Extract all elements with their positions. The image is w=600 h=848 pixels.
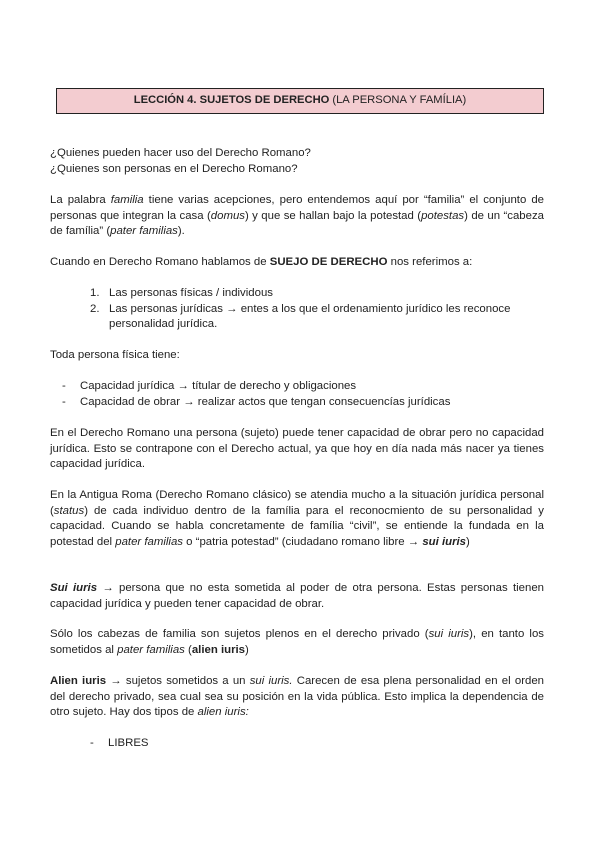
list-item: - Capacidad jurídica → títular de derecho y obligaciones <box>62 380 357 392</box>
paragraph-familia: La palabra familia tiene varias acepciones, pero entendemos aquí por “familia” el conjunto de personas que integran la casa (domus) y que se hallan bajo la potestad (potestas) de un “cabeza de família” (pater familias). <box>50 194 544 237</box>
paragraph-persona-fisica: Toda persona física tiene: <box>50 349 180 361</box>
paragraph-alien-iuris: Alien iuris → sujetos sometidos a un sui iuris. Carecen de esa plena personalidad en el orden del derecho privado, sea cual sea su posición en la vida pública. Esto implica la dependencia de otro sujeto. Hay dos tipos de alien iuris: <box>50 675 544 718</box>
list-item: - LIBRES <box>90 737 149 749</box>
paragraph-capacidad: En el Derecho Romano una persona (sujeto) puede tener capacidad de obrar pero no capacidad jurídica. Esto se contrapone con el Derecho actual, ya que hoy en día nada más nacer ya tienes capacidad jurídica. <box>50 427 544 470</box>
ordered-list <box>90 286 544 333</box>
paragraph-antigua-roma: En la Antigua Roma (Derecho Romano clásico) se atendia mucho a la situación jurídica personal (status) de cada individuo dentro de la família para el reconocmiento de su personalidad y capacidad. Cuando se habla concretamente de família “civil”, se entiende la fundada en la potestad del pater familias o “patria potestad” (ciudadano romano libre → sui iuris) <box>50 489 544 548</box>
bullet-list-libres <box>90 736 572 752</box>
list-item: 1. Las personas físicas / individous <box>90 287 273 299</box>
list-item: 2. Las personas jurídicas → entes a los que el ordenamiento jurídico les reconoce personalidad jurídica. <box>90 302 511 330</box>
paragraph-cabezas: Sólo los cabezas de familia son sujetos plenos en el derecho privado (sui iuris), en tanto los sometidos al pater familias (alien iuris) <box>50 628 544 656</box>
paragraph-sujeto: Cuando en Derecho Romano hablamos de SUEJO DE DERECHO nos referimos a: <box>50 256 473 268</box>
lesson-title-subtitle: (LA PERSONA Y FAMÍLIA) <box>332 94 467 107</box>
question-1: ¿Quienes pueden hacer uso del Derecho Romano? <box>50 147 311 159</box>
paragraph-sui-iuris: Sui iuris → persona que no esta sometida al poder de otra persona. Estas personas tienen capacidad jurídica y pueden tener capacidad de obrar. <box>50 582 544 610</box>
lesson-title-box <box>56 88 544 114</box>
lesson-title-bold: LECCIÓN 4. SUJETOS DE DERECHO <box>133 94 330 107</box>
question-2: ¿Quienes son personas en el Derecho Romano? <box>50 162 298 175</box>
list-item: - Capacidad de obrar → realizar actos que tengan consecuencías jurídicas <box>62 395 451 408</box>
questions <box>50 146 544 177</box>
bullet-list <box>62 379 544 410</box>
